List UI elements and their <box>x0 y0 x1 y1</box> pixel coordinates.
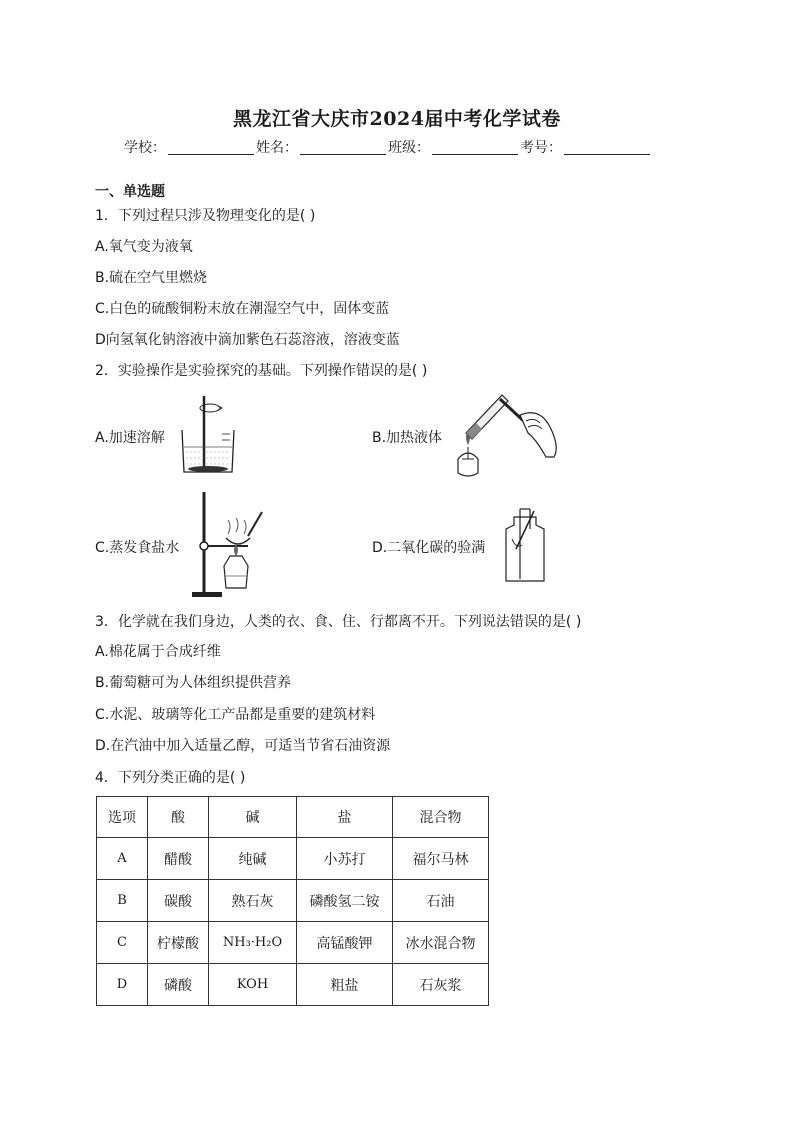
table-cell: 福尔马林 <box>393 838 489 880</box>
table-header-cell: 盐 <box>297 797 393 838</box>
q1-option-d: D向氢氧化钠溶液中滴加紫色石蕊溶液，溶液变蓝 <box>95 332 400 348</box>
q1-option-a: A.氧气变为液氧 <box>95 239 193 255</box>
table-cell: 熟石灰 <box>209 880 297 922</box>
table-cell: 醋酸 <box>148 838 209 880</box>
number-label: 考号： <box>520 140 562 156</box>
classification-table <box>96 796 489 1006</box>
q3-option-d: D.在汽油中加入适量乙醇，可适当节省石油资源 <box>95 738 391 754</box>
q4-stem: 4．下列分类正确的是( ) <box>95 770 246 786</box>
q2-option-a-label: A.加速溶解 <box>95 430 165 446</box>
table-cell: NH₃·H₂O <box>209 922 297 964</box>
table-cell: KOH <box>209 964 297 1006</box>
table-cell: 小苏打 <box>297 838 393 880</box>
table-cell: B <box>97 880 148 922</box>
school-blank[interactable] <box>168 140 254 155</box>
table-cell: 柠檬酸 <box>148 922 209 964</box>
section-heading: 一、单选题 <box>95 184 165 200</box>
table-cell: 磷酸氢二铵 <box>297 880 393 922</box>
table-cell: 石灰浆 <box>393 964 489 1006</box>
q1-option-b: B.硫在空气里燃烧 <box>95 270 208 286</box>
table-cell: 碳酸 <box>148 880 209 922</box>
school-label: 学校： <box>124 140 166 156</box>
q3-option-c: C.水泥、玻璃等化工产品都是重要的建筑材料 <box>95 707 376 723</box>
heating-liquid-figure <box>450 387 565 482</box>
evaporation-figure <box>190 490 270 600</box>
table-header-row <box>97 797 489 838</box>
q1-stem: 1．下列过程只涉及物理变化的是( ) <box>95 208 316 224</box>
table-row <box>97 922 489 964</box>
table-header-cell: 混合物 <box>393 797 489 838</box>
page-title: 黑龙江省大庆市2024届中考化学试卷 <box>233 108 561 130</box>
name-label: 姓名： <box>256 140 298 156</box>
table-cell: 粗盐 <box>297 964 393 1006</box>
table-cell: A <box>97 838 148 880</box>
table-header-cell: 酸 <box>148 797 209 838</box>
beaker-stirring-figure <box>176 392 246 477</box>
table-row <box>97 880 489 922</box>
table-cell: D <box>97 964 148 1006</box>
q2-option-d-label: D.二氧化碳的验满 <box>372 540 486 556</box>
student-info-line <box>124 137 652 157</box>
q3-option-a: A.棉花属于合成纤维 <box>95 644 221 660</box>
table-header-cell: 碱 <box>209 797 297 838</box>
table-cell: 纯碱 <box>209 838 297 880</box>
number-blank[interactable] <box>564 140 650 155</box>
table-row <box>97 838 489 880</box>
table-cell: 石油 <box>393 880 489 922</box>
q2-stem: 2．实验操作是实验探究的基础。下列操作错误的是( ) <box>95 363 428 379</box>
q2-option-b-label: B.加热液体 <box>372 430 443 446</box>
table-row <box>97 964 489 1006</box>
gas-collecting-bottle-figure <box>500 505 550 585</box>
q3-option-b: B.葡萄糖可为人体组织提供营养 <box>95 675 292 691</box>
table-cell: 冰水混合物 <box>393 922 489 964</box>
q3-stem: 3．化学就在我们身边，人类的衣、食、住、行都离不开。下列说法错误的是( ) <box>95 614 582 630</box>
name-blank[interactable] <box>300 140 386 155</box>
class-label: 班级： <box>388 140 430 156</box>
class-blank[interactable] <box>432 140 518 155</box>
q2-option-c-label: C.蒸发食盐水 <box>95 540 180 556</box>
table-cell: C <box>97 922 148 964</box>
table-cell: 磷酸 <box>148 964 209 1006</box>
table-header-cell: 选项 <box>97 797 148 838</box>
table-cell: 高锰酸钾 <box>297 922 393 964</box>
q1-option-c: C.白色的硫酸铜粉末放在潮湿空气中，固体变蓝 <box>95 301 390 317</box>
